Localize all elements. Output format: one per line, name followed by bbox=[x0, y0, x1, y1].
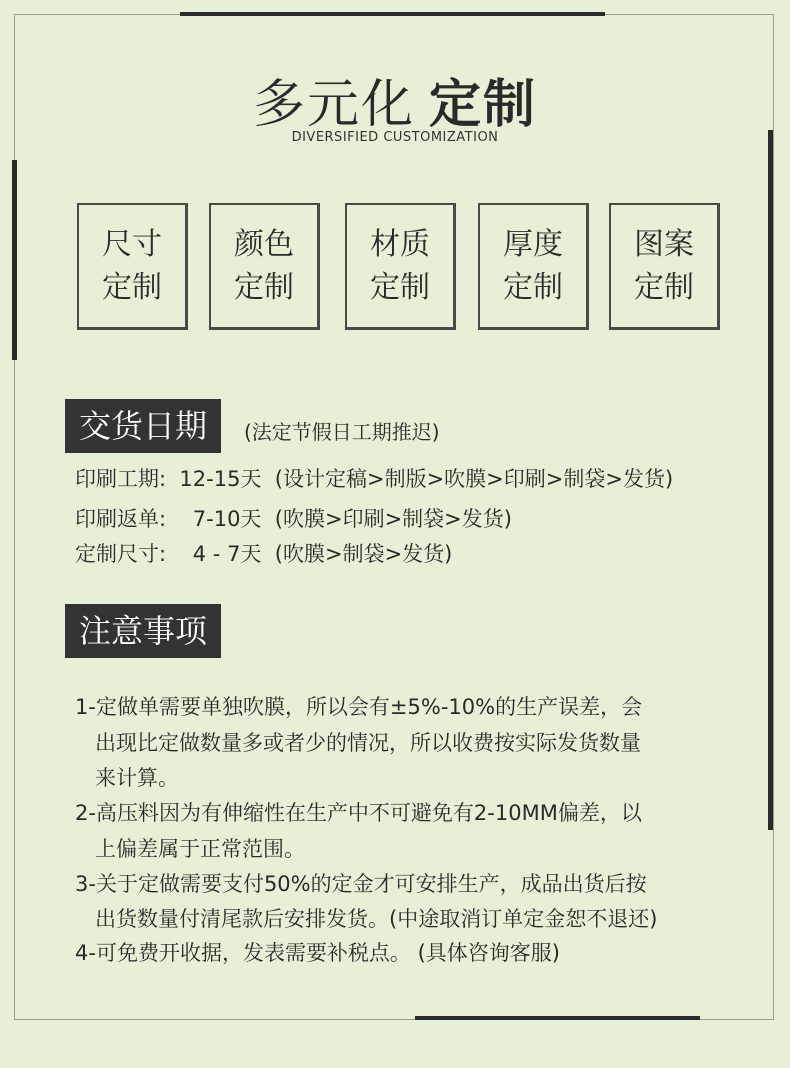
option-label-line1: 材质 bbox=[370, 227, 430, 262]
notice-line: 出现比定做数量多或者少的情况，所以收费按实际发货数量 bbox=[75, 731, 642, 755]
delivery-line: 印刷返单: 7-10天 (吹膜>印刷>制袋>发货) bbox=[75, 507, 512, 531]
option-label-line1: 厚度 bbox=[503, 227, 563, 262]
notice-section-title: 注意事项 bbox=[65, 604, 221, 658]
option-label-line1: 尺寸 bbox=[102, 227, 162, 262]
option-label-line1: 图案 bbox=[634, 227, 694, 262]
option-label-line2: 定制 bbox=[234, 270, 294, 305]
delivery-holiday-note: (法定节假日工期推迟) bbox=[244, 420, 440, 444]
option-pattern-box bbox=[609, 203, 720, 330]
notice-line: 2-高压料因为有伸缩性在生产中不可避免有2-10MM偏差，以 bbox=[75, 801, 642, 825]
option-material-box bbox=[345, 203, 456, 330]
option-thickness-box bbox=[478, 203, 589, 330]
option-size-box bbox=[77, 203, 188, 330]
title-bold: 定制 bbox=[429, 75, 538, 135]
option-label-line1: 颜色 bbox=[234, 227, 294, 262]
page-title bbox=[0, 62, 790, 137]
frame-accent-bottom bbox=[415, 1016, 700, 1020]
option-label-line2: 定制 bbox=[503, 270, 563, 305]
notice-line: 4-可免费开收据，发表需要补税点。 (具体咨询客服) bbox=[75, 941, 560, 965]
frame-accent-right bbox=[768, 130, 773, 830]
delivery-line: 印刷工期: 12-15天 (设计定稿>制版>吹膜>印刷>制袋>发货) bbox=[75, 467, 674, 491]
frame-accent-left bbox=[12, 160, 17, 360]
option-label-line2: 定制 bbox=[370, 270, 430, 305]
notice-line: 出货数量付清尾款后安排发货。(中途取消订单定金恕不退还) bbox=[75, 907, 658, 931]
notice-line: 3-关于定做需要支付50%的定金才可安排生产，成品出货后按 bbox=[75, 872, 647, 896]
delivery-section-title: 交货日期 bbox=[65, 399, 221, 453]
option-color-box bbox=[209, 203, 320, 330]
notice-line: 1-定做单需要单独吹膜，所以会有±5%-10%的生产误差，会 bbox=[75, 695, 643, 719]
customization-options bbox=[77, 203, 737, 333]
title-light: 多元化 bbox=[252, 75, 415, 135]
option-label-line2: 定制 bbox=[634, 270, 694, 305]
notice-line: 上偏差属于正常范围。 bbox=[75, 837, 306, 861]
page-subtitle: DIVERSIFIED CUSTOMIZATION bbox=[291, 130, 499, 145]
notice-line: 来计算。 bbox=[75, 766, 180, 790]
option-label-line2: 定制 bbox=[102, 270, 162, 305]
frame-accent-top bbox=[180, 12, 605, 16]
delivery-line: 定制尺寸: 4 - 7天 (吹膜>制袋>发货) bbox=[75, 542, 453, 566]
